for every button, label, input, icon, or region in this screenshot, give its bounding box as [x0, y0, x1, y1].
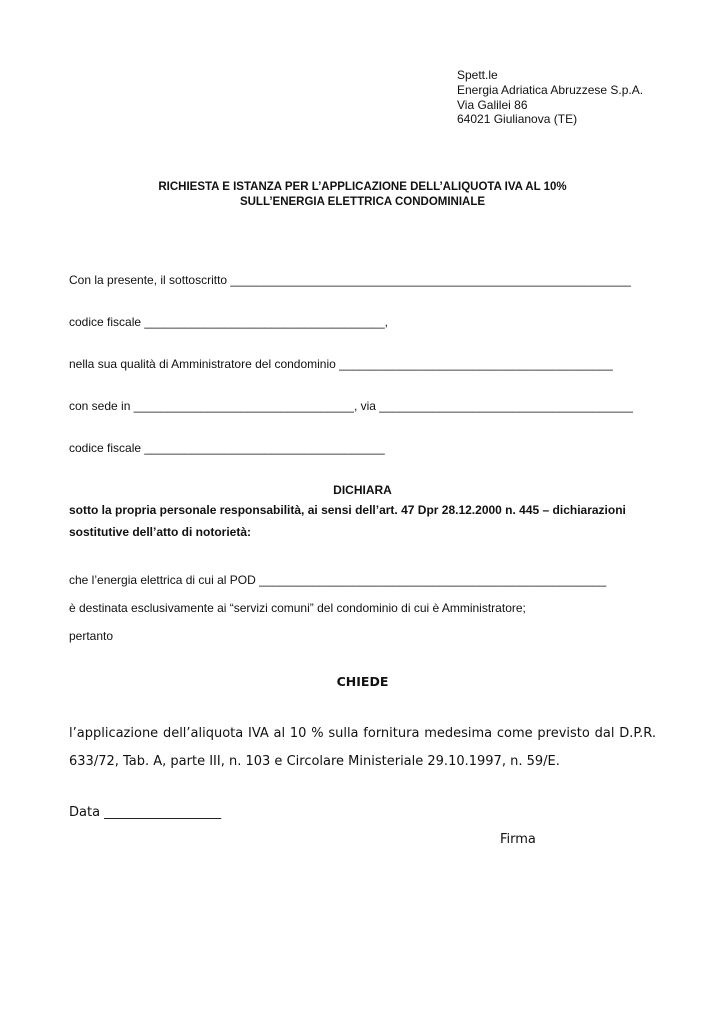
dichiara-heading: DICHIARA	[333, 483, 392, 497]
recipient-line-2: Energia Adriatica Abruzzese S.p.A.	[457, 83, 644, 97]
recipient-line-4: 64021 Giulianova (TE)	[457, 112, 578, 126]
title-line-2: SULL’ENERGIA ELETTRICA CONDOMINIALE	[239, 196, 486, 208]
amministratore-field: nella sua qualità di Amministratore del condominio _________________________________________	[69, 357, 613, 371]
title-line-1: RICHIESTA E ISTANZA PER L’APPLICAZIONE DELL’ALIQUOTA IVA AL 10%	[158, 181, 567, 193]
signature-label: Firma	[500, 832, 536, 847]
chiede-heading: CHIEDE	[336, 674, 389, 689]
sede-field: con sede in _________________________________, via ______________________________________	[69, 399, 633, 413]
destination-statement: è destinata esclusivamente ai “servizi comuni” del condominio di cui è Amministratore;	[69, 601, 526, 615]
date-field: Data __________________	[69, 805, 222, 820]
pod-statement: che l’energia elettrica di cui al POD ____________________________________________________	[69, 573, 607, 587]
codice-fiscale-field-1: codice fiscale ____________________________________,	[69, 315, 388, 329]
sottoscritto-field: Con la presente, il sottoscritto ____________________________________________________________	[69, 273, 631, 287]
request-paragraph: l’applicazione dell’aliquota IVA al 10 % sulla fornitura medesima come previsto dal D.P.R. 633/72, Tab. A, parte III, n. 103 e Circolare Ministeriale 29.10.1997, n. 59/E.	[69, 726, 656, 769]
declaration-line-2: sostitutive dell’atto di notorietà:	[69, 525, 252, 539]
therefore-text: pertanto	[69, 629, 114, 643]
recipient-line-1: Spett.le	[457, 68, 498, 82]
declaration-line-1: sotto la propria personale responsabilità, ai sensi dell’art. 47 Dpr 28.12.2000 n. 445 – dichiarazioni	[69, 503, 626, 517]
codice-fiscale-field-2: codice fiscale ____________________________________	[69, 441, 385, 455]
recipient-line-3: Via Galilei 86	[457, 98, 528, 112]
